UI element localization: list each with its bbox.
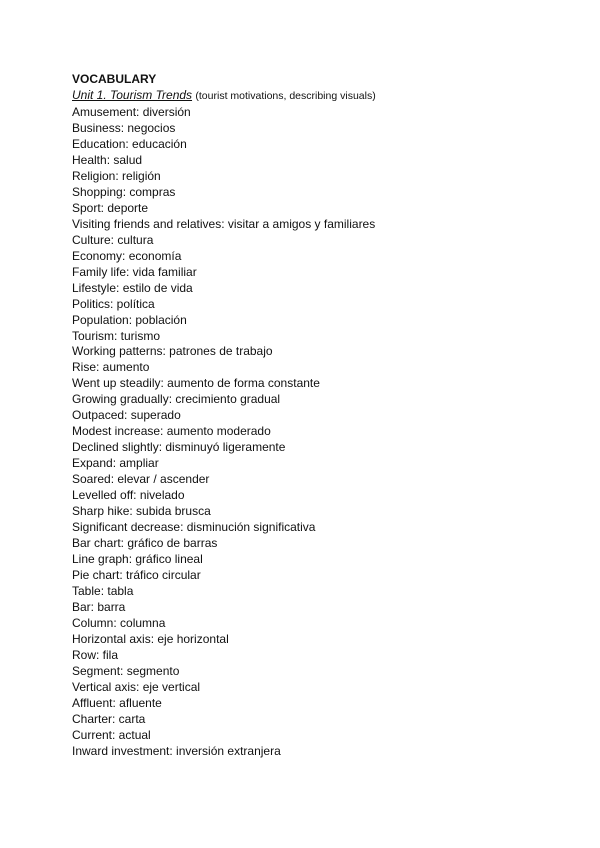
vocabulary-entry: Expand: ampliar bbox=[72, 456, 159, 471]
vocabulary-entry: Declined slightly: disminuyó ligeramente bbox=[72, 440, 286, 455]
vocabulary-entry: Went up steadily: aumento de forma constante bbox=[72, 376, 320, 391]
vocabulary-entry: Shopping: compras bbox=[72, 184, 176, 199]
vocabulary-entry: Row: fila bbox=[72, 647, 119, 662]
vocabulary-entry: Inward investment: inversión extranjera bbox=[72, 743, 281, 758]
vocabulary-entry: Amusement: diversión bbox=[72, 104, 191, 119]
vocabulary-list bbox=[72, 105, 376, 760]
vocabulary-entry: Tourism: turismo bbox=[72, 328, 161, 343]
vocabulary-entry: Soared: elevar / ascender bbox=[72, 472, 210, 487]
vocabulary-entry: Working patterns: patrones de trabajo bbox=[72, 344, 273, 359]
vocabulary-entry: Religion: religión bbox=[72, 168, 161, 183]
vocabulary-entry: Sharp hike: subida brusca bbox=[72, 504, 211, 519]
vocabulary-entry: Column: columna bbox=[72, 615, 166, 630]
vocabulary-entry: Levelled off: nivelado bbox=[72, 488, 185, 503]
unit-note: (tourist motivations, describing visuals) bbox=[195, 89, 376, 102]
vocabulary-entry: Population: población bbox=[72, 312, 187, 327]
vocabulary-entry: Table: tabla bbox=[72, 584, 134, 598]
vocabulary-entry: Education: educación bbox=[72, 136, 187, 151]
vocabulary-entry: Sport: deporte bbox=[72, 200, 149, 215]
vocabulary-entry: Bar chart: gráfico de barras bbox=[72, 536, 218, 551]
vocabulary-entry: Outpaced: superado bbox=[72, 408, 181, 423]
vocabulary-entry: Segment: segmento bbox=[72, 663, 180, 678]
vocabulary-entry: Growing gradually: crecimiento gradual bbox=[72, 392, 281, 407]
vocabulary-entry: Vertical axis: eje vertical bbox=[72, 679, 201, 694]
vocabulary-entry: Significant decrease: disminución significativa bbox=[72, 520, 316, 535]
document-page bbox=[72, 72, 376, 760]
unit-heading bbox=[72, 88, 376, 105]
vocabulary-entry: Business: negocios bbox=[72, 120, 176, 135]
page-title: VOCABULARY bbox=[72, 72, 157, 86]
vocabulary-entry: Culture: cultura bbox=[72, 232, 154, 247]
vocabulary-entry: Charter: carta bbox=[72, 711, 146, 726]
vocabulary-entry: Politics: política bbox=[72, 296, 155, 311]
vocabulary-entry: Affluent: afluente bbox=[72, 695, 162, 710]
vocabulary-entry: Bar: barra bbox=[72, 599, 126, 614]
vocabulary-entry: Lifestyle: estilo de vida bbox=[72, 280, 193, 295]
vocabulary-entry: Visiting friends and relatives: visitar a amigos y familiares bbox=[72, 216, 376, 231]
vocabulary-entry: Family life: vida familiar bbox=[72, 264, 197, 279]
vocabulary-entry: Modest increase: aumento moderado bbox=[72, 424, 271, 439]
vocabulary-entry: Pie chart: tráfico circular bbox=[72, 568, 201, 583]
vocabulary-entry: Line graph: gráfico lineal bbox=[72, 552, 203, 567]
vocabulary-entry: Horizontal axis: eje horizontal bbox=[72, 631, 229, 646]
vocabulary-entry: Health: salud bbox=[72, 152, 143, 167]
vocabulary-entry: Current: actual bbox=[72, 727, 151, 742]
unit-title: Unit 1. Tourism Trends bbox=[72, 87, 193, 102]
vocabulary-entry: Economy: economía bbox=[72, 248, 182, 263]
vocabulary-entry: Rise: aumento bbox=[72, 360, 150, 375]
